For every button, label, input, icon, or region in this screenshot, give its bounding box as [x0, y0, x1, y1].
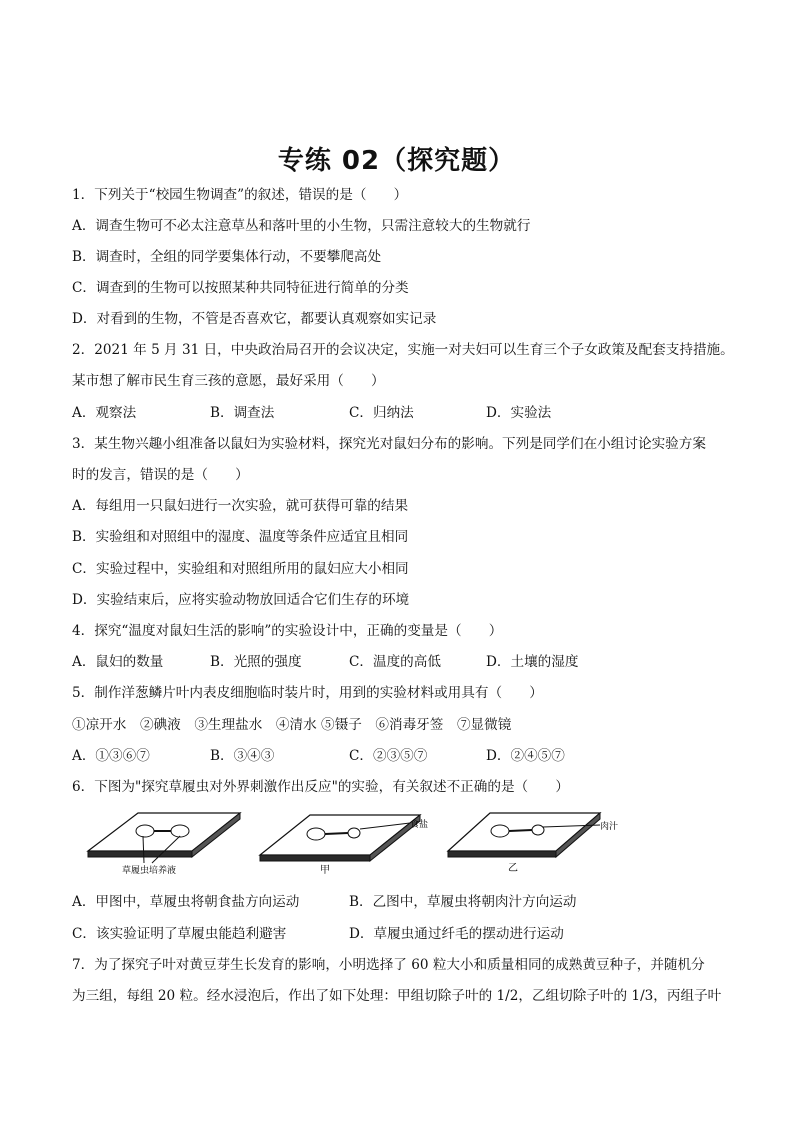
question-3-option-a: A．每组用一只鼠妇进行一次实验，就可获得可靠的结果: [72, 498, 409, 514]
question-6-option-a: A．甲图中，草履虫将朝食盐方向运动: [72, 894, 300, 910]
question-5-option-b: B．③④③: [210, 748, 275, 764]
question-4-option-a: A．鼠妇的数量: [72, 654, 164, 670]
question-3-option-b: B．实验组和对照组中的湿度、温度等条件应适宜且相同: [72, 529, 409, 545]
label-meat-juice: 肉汁: [600, 822, 619, 832]
question-1-option-b: B．调查时，全组的同学要集体行动，不要攀爬高处: [72, 249, 382, 265]
question-7-stem-line-2: 为三组，每组 20 粒。经水浸泡后，作出了如下处理：甲组切除子叶的 1/2，乙组切除子叶的 1/3，丙组子叶: [72, 988, 722, 1004]
question-4-stem: 4．探究“温度对鼠妇生活的影响”的实验设计中，正确的变量是（ ）: [72, 623, 503, 639]
slide-jia: [88, 813, 240, 875]
question-1-stem: 1．下列关于“校园生物调查”的叙述，错误的是（ ）: [72, 187, 408, 203]
question-3-option-c: C．实验过程中，实验组和对照组所用的鼠妇应大小相同: [72, 561, 409, 577]
slide-salt: [260, 815, 428, 875]
question-4-option-d: D．土壤的湿度: [486, 654, 579, 670]
question-2-option-a: A．观察法: [72, 405, 137, 421]
question-4-option-c: C．温度的高低: [349, 654, 441, 670]
label-culture-fluid: 草履虫培养液: [122, 866, 177, 875]
question-1-option-d: D．对看到的生物，不管是否喜欢它，都要认真观察如实记录: [72, 311, 437, 327]
question-2-option-b: B．调查法: [210, 405, 275, 421]
label-yi: 乙: [508, 863, 518, 874]
question-5-option-c: C．②③⑤⑦: [349, 748, 428, 764]
question-3-stem-line-2: 时的发言，错误的是（ ）: [72, 467, 249, 483]
question-6-option-d: D．草履虫通过纤毛的摆动进行运动: [349, 926, 564, 942]
question-3-stem-line-1: 3．某生物兴趣小组准备以鼠妇为实验材料，探究光对鼠妇分布的影响。下列是同学们在小组讨论实验方案: [72, 436, 706, 452]
question-5-option-d: D．②④⑤⑦: [486, 748, 565, 764]
question-6-option-b: B．乙图中，草履虫将朝肉汁方向运动: [349, 894, 577, 910]
question-2-stem-line-1: 2．2021 年 5 月 31 日，中央政治局召开的会议决定，实施一对夫妇可以生育三个子女政策及配套支持措施。: [72, 342, 734, 358]
question-2-option-d: D．实验法: [486, 405, 552, 421]
question-2-option-c: C．归纳法: [349, 405, 414, 421]
page-title: 专练 02（探究题）: [277, 146, 516, 176]
paramecium-experiment-figure: [80, 805, 640, 875]
question-4-option-b: B．光照的强度: [210, 654, 302, 670]
question-6-stem: 6．下图为"探究草履虫对外界刺激作出反应"的实验，有关叙述不正确的是（ ）: [72, 779, 569, 795]
question-5-option-a: A．①③⑥⑦: [72, 748, 150, 764]
question-3-option-d: D．实验结束后，应将实验动物放回适合它们生存的环境: [72, 592, 410, 608]
question-6-option-c: C．该实验证明了草履虫能趋利避害: [72, 926, 287, 942]
label-salt: 食盐: [410, 820, 429, 830]
question-5-stem: 5．制作洋葱鳞片叶内表皮细胞临时装片时，用到的实验材料或用具有（ ）: [72, 685, 543, 701]
question-2-stem-line-2: 某市想了解市民生育三孩的意愿，最好采用（ ）: [72, 373, 385, 389]
question-1-option-a: A．调查生物可不必太注意草丛和落叶里的小生物，只需注意较大的生物就行: [72, 218, 531, 234]
label-jia: 甲: [320, 865, 330, 875]
slide-yi: [448, 813, 618, 874]
question-7-stem-line-1: 7．为了探究子叶对黄豆芽生长发育的影响，小明选择了 60 粒大小和质量相同的成熟黄豆种子，并随机分: [72, 957, 705, 973]
question-1-option-c: C．调查到的生物可以按照某种共同特征进行简单的分类: [72, 280, 409, 296]
question-5-materials: ①凉开水 ②碘液 ③生理盐水 ④清水 ⑤镊子 ⑥消毒牙签 ⑦显微镜: [72, 717, 512, 733]
